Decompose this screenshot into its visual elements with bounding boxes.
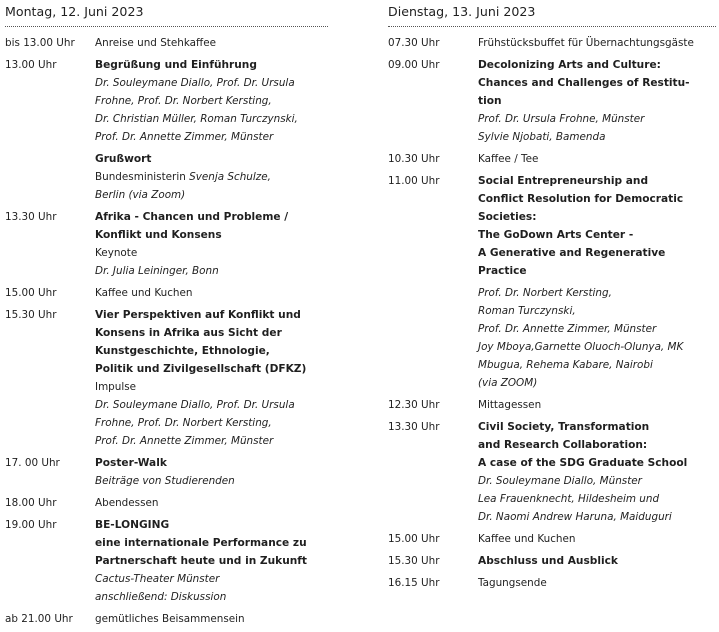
tuesday-column (388, 0, 716, 596)
entry-text (478, 530, 716, 548)
schedule-entry (388, 56, 716, 146)
entry-line-text: and Research Collaboration: (478, 439, 648, 451)
entry-line-text: Kunstgeschichte, Ethnologie, (95, 345, 270, 357)
entry-line-tail: Svenja Schulze, (189, 171, 271, 183)
entry-speakers (95, 92, 328, 110)
entry-heading (478, 74, 716, 92)
entry-line-text: Impulse (95, 381, 137, 393)
entry-time: ab 21.00 Uhr (5, 613, 73, 625)
entry-heading (95, 360, 328, 378)
entry-line-text: tion (478, 95, 502, 107)
entry-heading (478, 552, 716, 570)
entry-heading (478, 244, 716, 262)
entry-line-text: Dr. Naomi Andrew Haruna, Maiduguri (478, 511, 672, 523)
entry-speakers (478, 110, 716, 128)
entry-content (478, 172, 716, 392)
entry-line-text: Konflikt und Konsens (95, 229, 222, 241)
schedule-entry (5, 306, 328, 450)
entry-text (478, 34, 716, 52)
schedule-entry (5, 494, 328, 512)
entry-speakers (95, 432, 328, 450)
entry-heading (95, 342, 328, 360)
schedule-entry (5, 34, 328, 52)
entry-content (478, 530, 716, 548)
entry-line-text: gemütliches Beisammensein (95, 613, 245, 625)
entry-heading (95, 226, 328, 244)
entry-line-text: Partnerschaft heute und in Zukunft (95, 555, 307, 567)
entry-time: 18.00 Uhr (5, 497, 57, 509)
entry-time: 15.30 Uhr (388, 555, 440, 567)
entry-heading (95, 454, 328, 472)
entry-line-text: Frühstücksbuffet für Übernachtungsgäste (478, 37, 694, 49)
entry-text (95, 494, 328, 512)
entry-line-text: Cactus-Theater Münster (95, 573, 220, 585)
entry-line-text: BE-LONGING (95, 519, 170, 531)
entry-time: 09.00 Uhr (388, 59, 440, 71)
entry-content (95, 208, 328, 280)
entry-line-text: Sylvie Njobati, Bamenda (478, 131, 606, 143)
entry-time: 13.00 Uhr (5, 59, 57, 71)
entry-content (478, 552, 716, 570)
entry-text (95, 34, 328, 52)
entry-time: 15.00 Uhr (5, 287, 57, 299)
entry-content (478, 34, 716, 52)
entry-line-text: Dr. Christian Müller, Roman Turczynski, (95, 113, 298, 125)
entry-content (95, 284, 328, 302)
schedule-entry (5, 454, 328, 490)
entry-text (95, 284, 328, 302)
entry-content (95, 494, 328, 512)
entry-line-text: Kaffee / Tee (478, 153, 539, 165)
entry-time: 19.00 Uhr (5, 519, 57, 531)
entry-speakers (95, 588, 328, 606)
schedule-entry (388, 150, 716, 168)
entry-speakers (478, 128, 716, 146)
entry-line-text: Frohne, Prof. Dr. Norbert Kersting, (95, 417, 272, 429)
entry-line-text: Berlin (via Zoom) (95, 189, 186, 201)
entry-text (95, 610, 328, 628)
monday-column (5, 0, 328, 632)
entry-line-text: Keynote (95, 247, 138, 259)
entry-heading (478, 436, 716, 454)
entry-line-text: Societies: (478, 211, 537, 223)
entry-heading (95, 150, 328, 168)
entry-text (478, 574, 716, 592)
entry-line-text: Abendessen (95, 497, 159, 509)
entry-heading (478, 190, 716, 208)
entry-heading (95, 534, 328, 552)
entry-line-text: Social Entrepreneurship and (478, 175, 649, 187)
entry-line-text: Politik und Zivilgesellschaft (DFKZ) (95, 363, 307, 375)
entry-content (478, 574, 716, 592)
entry-line-text: Mittagessen (478, 399, 542, 411)
entry-time: 17. 00 Uhr (5, 457, 60, 469)
entry-time: 15.00 Uhr (388, 533, 440, 545)
entry-time: bis 13.00 Uhr (5, 37, 75, 49)
entry-speakers (478, 338, 716, 356)
entry-content (95, 610, 328, 628)
entry-heading (95, 56, 328, 74)
entry-speakers (95, 414, 328, 432)
dotted-divider (5, 26, 328, 27)
entry-speakers (478, 284, 716, 302)
entry-line-text: (via ZOOM) (478, 377, 538, 389)
entry-speakers (95, 128, 328, 146)
entry-time: 07.30 Uhr (388, 37, 440, 49)
entry-content (95, 56, 328, 204)
entry-speakers (95, 74, 328, 92)
entry-content (95, 454, 328, 490)
entry-line-text: Joy Mboya,Garnette Oluoch-Olunya, MK (478, 341, 684, 353)
entry-speakers (95, 110, 328, 128)
entry-line-text: anschließend: Diskussion (95, 591, 227, 603)
entry-line-text: Practice (478, 265, 527, 277)
entry-line-text: Mbugua, Rehema Kabare, Nairobi (478, 359, 653, 371)
entry-line-text: Lea Frauenknecht, Hildesheim und (478, 493, 660, 505)
entry-line-text: Conflict Resolution for Democratic (478, 193, 684, 205)
entry-line-text: Decolonizing Arts and Culture: (478, 59, 661, 71)
entry-speakers (478, 302, 716, 320)
entry-speakers (478, 320, 716, 338)
entry-content (478, 418, 716, 526)
entry-speakers (95, 472, 328, 490)
entry-line-text: Dr. Souleymane Diallo, Prof. Dr. Ursula (95, 399, 295, 411)
entry-line-text: Afrika - Chancen und Probleme / (95, 211, 289, 223)
entry-line-text: Abschluss und Ausblick (478, 555, 618, 567)
entry-heading (95, 324, 328, 342)
entry-line-text: Dr. Julia Leininger, Bonn (95, 265, 219, 277)
entry-line-text: Prof. Dr. Annette Zimmer, Münster (478, 323, 657, 335)
entry-line-text: Grußwort (95, 153, 152, 165)
entry-time: 16.15 Uhr (388, 577, 440, 589)
entry-speakers (478, 508, 716, 526)
entry-speakers (95, 262, 328, 280)
day-title: Dienstag, 13. Juni 2023 (388, 4, 536, 19)
entry-text (95, 244, 328, 262)
entry-line-text: Dr. Souleymane Diallo, Münster (478, 475, 642, 487)
entry-line-text: Bundesministerin (95, 171, 190, 183)
schedule-entry (388, 418, 716, 526)
entry-time: 15.30 Uhr (5, 309, 57, 321)
entry-line-text: Vier Perspektiven auf Konflikt und (95, 309, 301, 321)
schedule-entry (5, 208, 328, 280)
entry-heading (95, 552, 328, 570)
entry-speakers (478, 490, 716, 508)
entry-content (95, 34, 328, 52)
schedule-entry (5, 516, 328, 606)
entry-heading (478, 454, 716, 472)
entry-time: 10.30 Uhr (388, 153, 440, 165)
entry-line-text: A case of the SDG Graduate School (478, 457, 688, 469)
entry-line-text: Kaffee und Kuchen (95, 287, 193, 299)
entry-line-text: Roman Turczynski, (478, 305, 576, 317)
entry-line-text: Beiträge von Studierenden (95, 475, 235, 487)
entry-line-text: Begrüßung und Einführung (95, 59, 257, 71)
entry-text (478, 150, 716, 168)
schedule-entry (5, 610, 328, 628)
schedule-entry (5, 56, 328, 204)
entry-line-text: Tagungsende (478, 577, 547, 589)
entry-heading (95, 306, 328, 324)
entry-time: 13.30 Uhr (388, 421, 440, 433)
entry-heading (478, 172, 716, 190)
day-title: Montag, 12. Juni 2023 (5, 4, 144, 19)
entry-speakers (95, 570, 328, 588)
entry-line-text: Konsens in Afrika aus Sicht der (95, 327, 282, 339)
entry-line-text: Prof. Dr. Annette Zimmer, Münster (95, 435, 274, 447)
entry-speakers (478, 374, 716, 392)
entry-text (95, 378, 328, 396)
schedule-list (388, 34, 716, 592)
dotted-divider (388, 26, 716, 27)
entry-line-text: Anreise und Stehkaffee (95, 37, 216, 49)
entry-time: 12.30 Uhr (388, 399, 440, 411)
entry-line-text: The GoDown Arts Center - (478, 229, 634, 241)
entry-line-text: Frohne, Prof. Dr. Norbert Kersting, (95, 95, 272, 107)
schedule-entry (388, 34, 716, 52)
entry-line-text: Dr. Souleymane Diallo, Prof. Dr. Ursula (95, 77, 295, 89)
entry-line-text: Chances and Challenges of Restitu- (478, 77, 690, 89)
entry-line-text: Poster-Walk (95, 457, 167, 469)
entry-time: 13.30 Uhr (5, 211, 57, 223)
entry-line-text: A Generative and Regenerative (478, 247, 666, 259)
schedule-entry (388, 396, 716, 414)
entry-content (95, 516, 328, 606)
entry-heading (478, 92, 716, 110)
entry-text (478, 396, 716, 414)
entry-speakers (95, 186, 328, 204)
entry-heading (478, 56, 716, 74)
entry-line-text: eine internationale Performance zu (95, 537, 307, 549)
entry-line-text: Prof. Dr. Norbert Kersting, (478, 287, 612, 299)
entry-speakers (95, 396, 328, 414)
schedule-entry (5, 284, 328, 302)
entry-line-text: Civil Society, Transformation (478, 421, 650, 433)
entry-content (478, 56, 716, 146)
entry-speakers (478, 472, 716, 490)
entry-heading (478, 262, 716, 280)
entry-heading (478, 226, 716, 244)
schedule-entry (388, 530, 716, 548)
entry-line-text: Prof. Dr. Annette Zimmer, Münster (95, 131, 274, 143)
entry-line-text: Prof. Dr. Ursula Frohne, Münster (478, 113, 645, 125)
entry-content (478, 150, 716, 168)
entry-content (478, 396, 716, 414)
entry-line-text: Kaffee und Kuchen (478, 533, 576, 545)
schedule-entry (388, 574, 716, 592)
schedule-entry (388, 172, 716, 392)
entry-heading (95, 208, 328, 226)
entry-heading (95, 516, 328, 534)
entry-content (95, 306, 328, 450)
schedule-entry (388, 552, 716, 570)
entry-heading (478, 208, 716, 226)
entry-time: 11.00 Uhr (388, 175, 440, 187)
schedule-list (5, 34, 328, 628)
entry-text (95, 168, 328, 186)
entry-speakers (478, 356, 716, 374)
entry-heading (478, 418, 716, 436)
